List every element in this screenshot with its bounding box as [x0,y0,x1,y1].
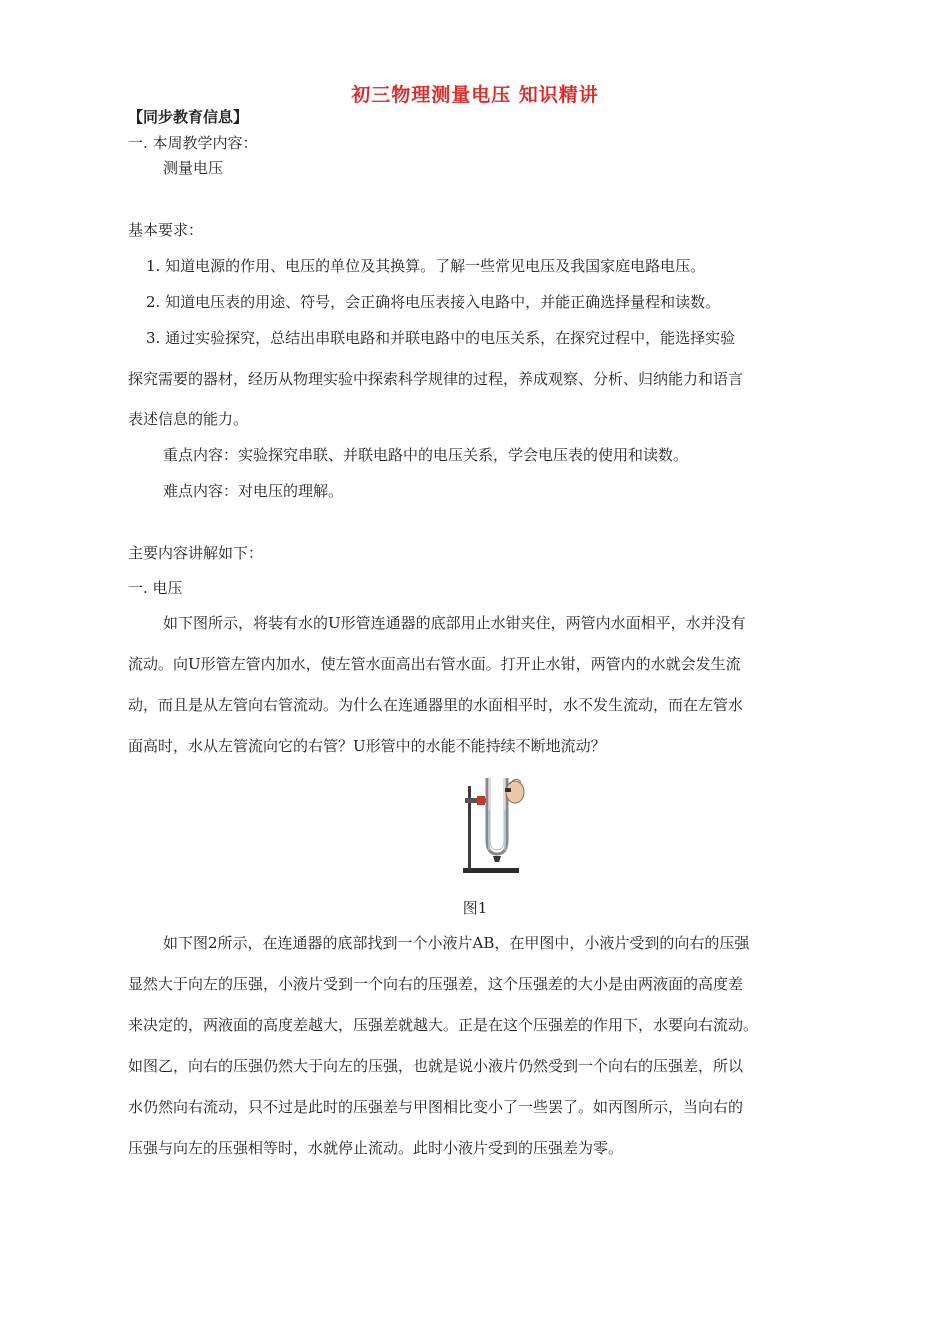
pinch-clamp [493,856,501,862]
paragraph1-line: 动，而且是从左管向右管流动。为什么在连通器里的水面相平时，水不发生流动，而在左管水 [128,696,744,714]
requirement-item-2: 2. 知道电压表的用途、符号，会正确将电压表接入电路中，并能正确选择量程和读数。 [146,293,721,311]
stand-base [463,868,519,873]
section-one-heading: 一. 电压 [128,579,183,597]
requirement-item-3-end: 表述信息的能力。 [128,410,249,428]
clamp-red [477,796,485,805]
water-right [504,810,506,850]
paragraph2-line: 如图乙，向右的压强仍然大于向左的压强，也就是说小液片仍然受到一个向右的压强差，所以 [128,1057,744,1075]
difficult-points: 难点内容：对电压的理解。 [163,482,344,500]
section-header: 【同步教育信息】 [128,108,249,126]
page-title: 初三物理测量电压 知识精讲 [351,84,599,106]
key-points: 重点内容：实验探究串联、并联电路中的电压关系，学会电压表的使用和读数。 [163,446,689,464]
paragraph2-line: 来决定的，两液面的高度差越大，压强差就越大。正是在这个压强差的作用下，水要向右流动。 [128,1016,759,1034]
main-content-label: 主要内容讲解如下： [128,544,264,562]
paragraph2-line: 压强与向左的压强相等时，水就停止流动。此时小液片受到的压强差为零。 [128,1139,624,1157]
requirement-item-3: 3. 通过实验探究，总结出串联电路和并联电路中的电压关系，在探究过程中，能选择实验 [146,329,736,347]
paragraph1-line: 流动。向U形管左管内加水，使左管水面高出右管水面。打开止水钳，两管内的水就会发生流 [128,655,741,673]
paragraph2-line: 如下图2所示，在连通器的底部找到一个小液片AB，在甲图中，小液片受到的向右的压强 [163,934,750,952]
week-content-label: 一. 本周教学内容： [128,134,258,152]
paragraph1-line: 面高时，水从左管流向它的右管？U形管中的水能不能持续不断地流动？ [128,737,606,755]
hand-holder [505,788,511,792]
paragraph2-line: 水仍然向右流动，只不过是此时的压强差与甲图相比变小了一些罢了。如丙图所示，当向右的 [128,1098,744,1116]
paragraph2-line: 显然大于向左的压强，小液片受到一个向右的压强差，这个压强差的大小是由两液面的高度差 [128,975,744,993]
requirement-item-3-cont: 探究需要的器材，经历从物理实验中探索科学规律的过程，养成观察、分析、归纳能力和语言 [128,370,744,388]
basic-requirements-label: 基本要求： [128,221,204,239]
paragraph1-line: 如下图所示，将装有水的U形管连通器的底部用止水钳夹住，两管内水面相平，水并没有 [163,614,746,632]
water-left [488,810,490,850]
figure-caption: 图1 [462,899,488,917]
week-content-topic: 测量电压 [163,159,224,177]
requirement-item-1: 1. 知道电源的作用、电压的单位及其换算。了解一些常见电压及我国家庭电路电压。 [146,257,706,275]
u-tube-figure [455,770,535,880]
u-tube-inner [490,778,504,850]
